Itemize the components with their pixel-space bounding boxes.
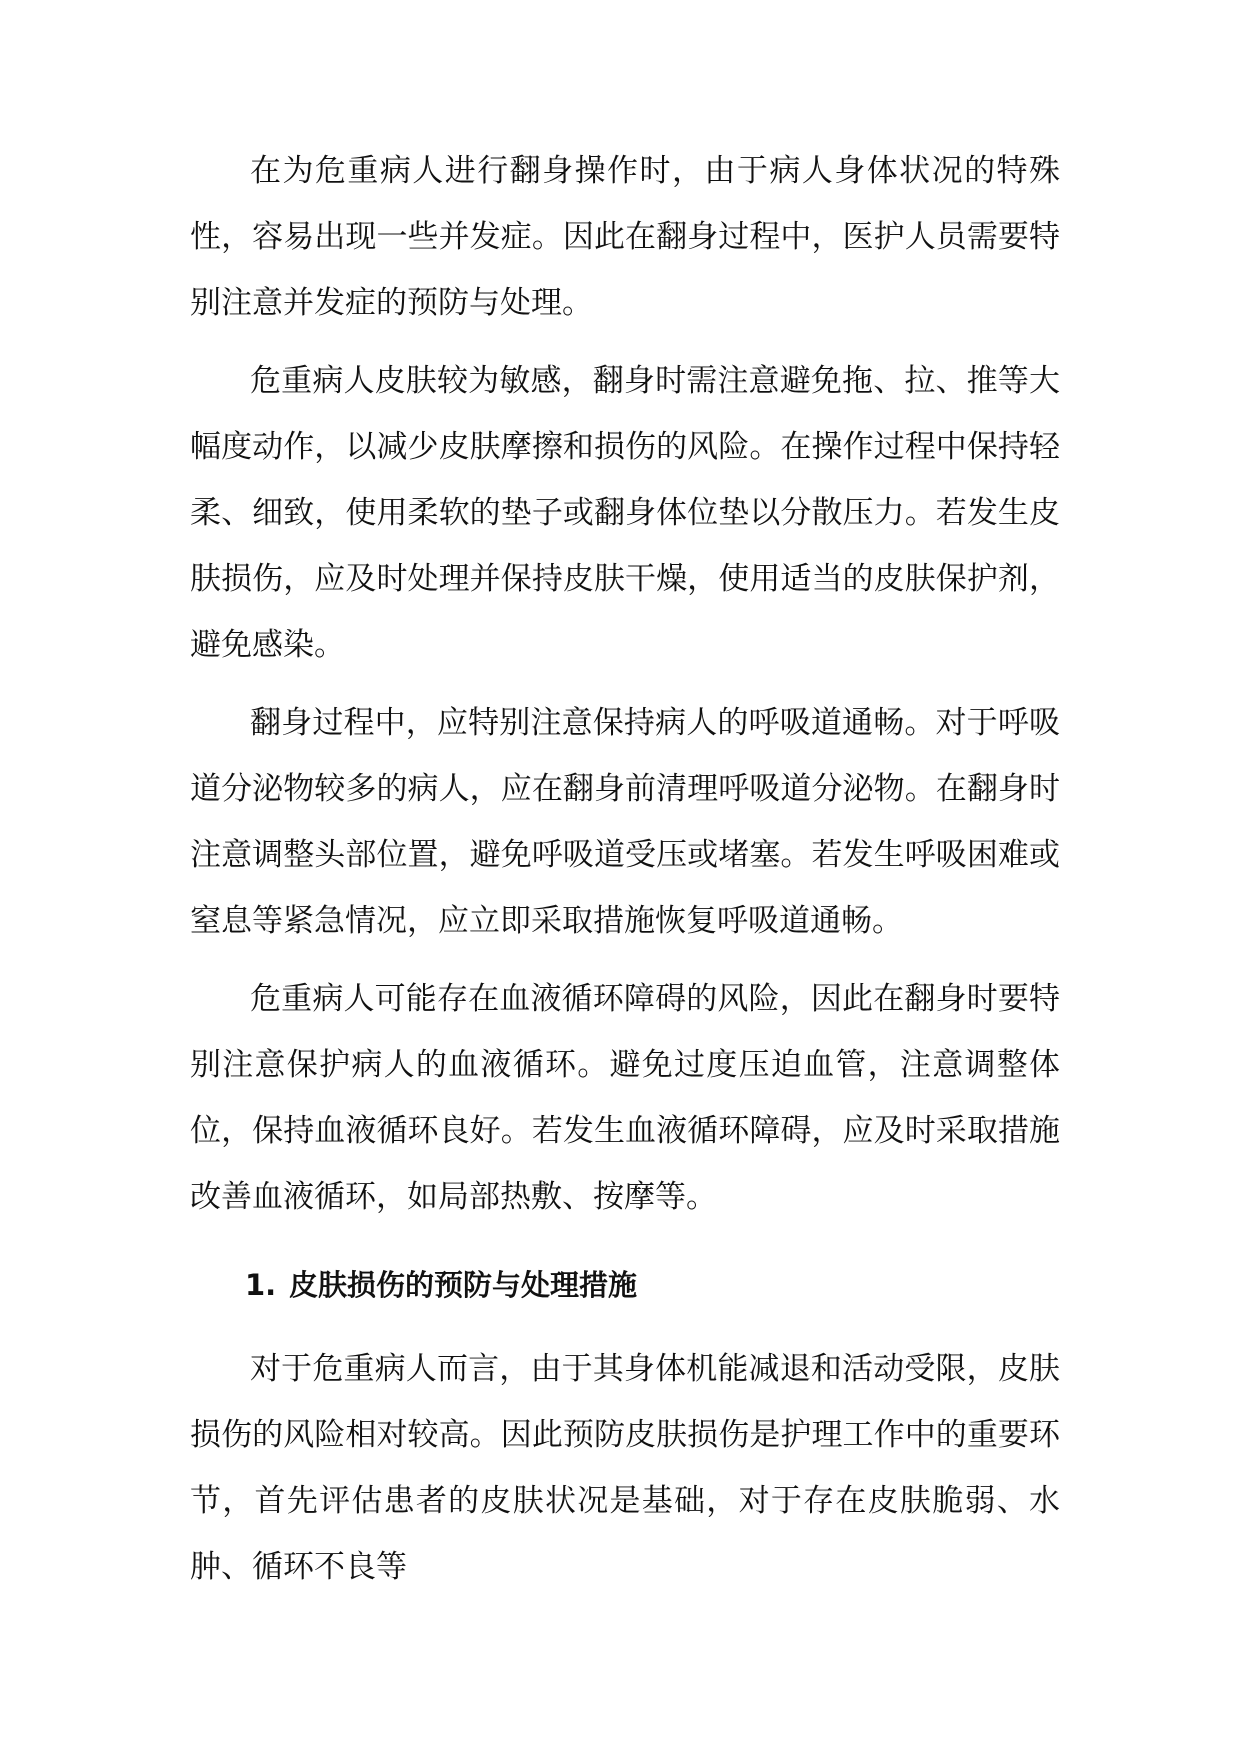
- paragraph-intro: 在为危重病人进行翻身操作时，由于病人身体状况的特殊性，容易出现一些并发症。因此在翻身过程中，医护人员需要特别注意并发症的预防与处理。: [190, 153, 1060, 321]
- paragraph-airway: 翻身过程中，应特别注意保持病人的呼吸道通畅。对于呼吸道分泌物较多的病人，应在翻身前清理呼吸道分泌物。在翻身时注意调整头部位置，避免呼吸道受压或堵塞。若发生呼吸困难或窒息等紧急情况，应立即采取措施恢复呼吸道通畅。: [190, 705, 1060, 939]
- section-number: 1.: [245, 1268, 277, 1302]
- section-heading: [190, 1252, 1060, 1318]
- paragraph-section-body: 对于危重病人而言，由于其身体机能减退和活动受限，皮肤损伤的风险相对较高。因此预防皮肤损伤是护理工作中的重要环节，首先评估患者的皮肤状况是基础，对于存在皮肤脆弱、水肿、循环不良等: [190, 1351, 1060, 1585]
- paragraph-skin: 危重病人皮肤较为敏感，翻身时需注意避免拖、拉、推等大幅度动作，以减少皮肤摩擦和损伤的风险。在操作过程中保持轻柔、细致，使用柔软的垫子或翻身体位垫以分散压力。若发生皮肤损伤，应及时处理并保持皮肤干燥，使用适当的皮肤保护剂，避免感染。: [190, 363, 1060, 663]
- section-title: 皮肤损伤的预防与处理措施: [289, 1268, 638, 1302]
- document-body: [190, 138, 1060, 1612]
- paragraph-circulation: 危重病人可能存在血液循环障碍的风险，因此在翻身时要特别注意保护病人的血液循环。避免过度压迫血管，注意调整体位，保持血液循环良好。若发生血液循环障碍，应及时采取措施改善血液循环，如局部热敷、按摩等。: [190, 981, 1060, 1215]
